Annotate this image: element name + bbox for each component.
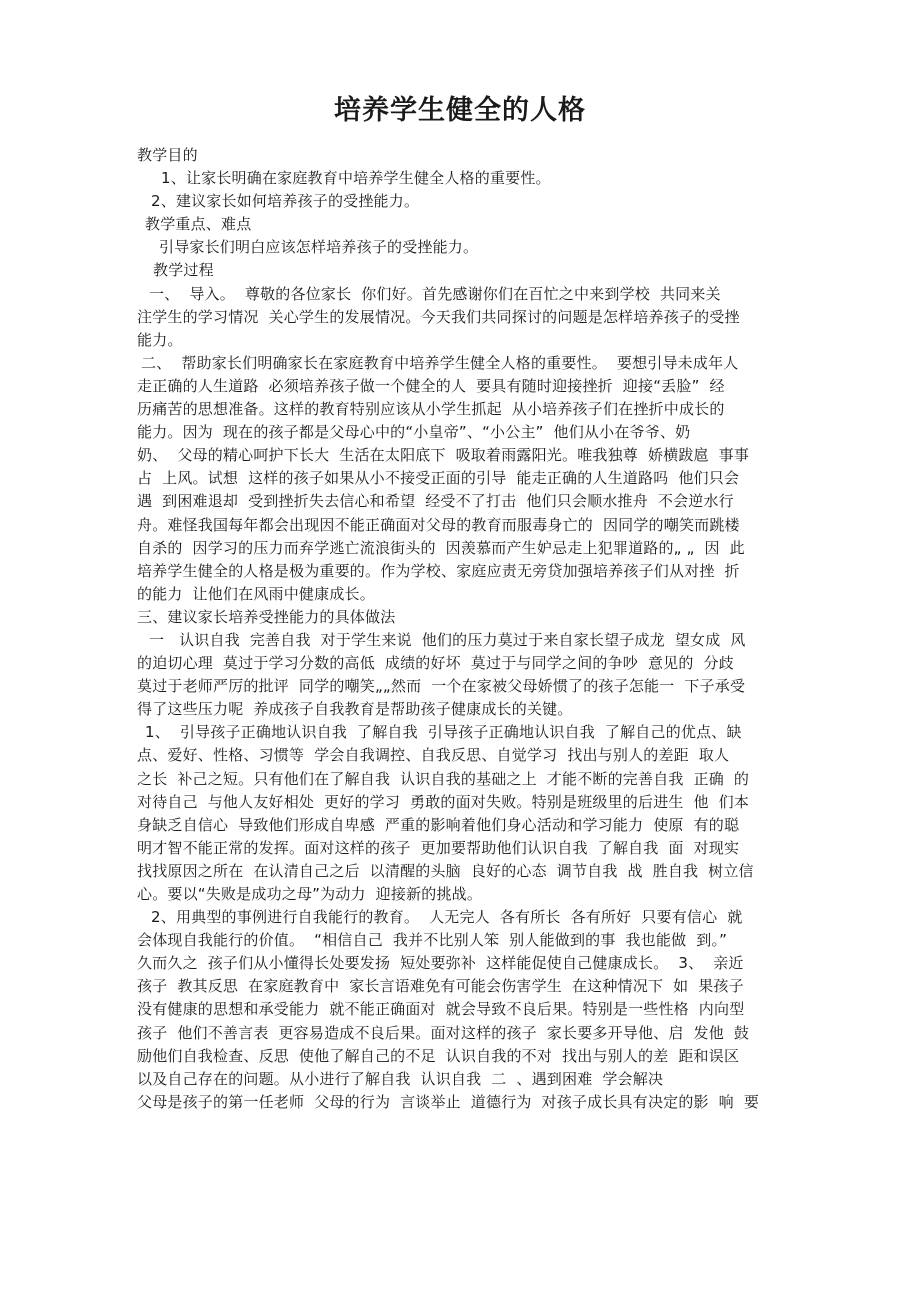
text-line: 莫过于老师严厉的批评 同学的嘲笑„„然而 一个在家被父母娇惯了的孩子怎能一 下子承受 xyxy=(137,677,746,696)
text-line: 会体现自我能行的价值。 “相信自己 我并不比别人笨 别人能做到的事 我也能做 到。” xyxy=(137,931,728,950)
text-line: 的迫切心理 莫过于学习分数的高低 成绩的好坏 莫过于与同学之间的争吵 意见的 分歧 xyxy=(137,654,734,673)
text-line: 对待自己 与他人友好相处 更好的学习 勇敢的面对失败。特别是班级里的后进生 他 们本 xyxy=(137,792,750,811)
text-line: 能力。 xyxy=(137,330,183,349)
text-line: 教学重点、难点 xyxy=(145,215,252,234)
document-title: 培养学生健全的人格 xyxy=(334,95,586,126)
text-line: 1、 引导孩子正确地认识自我 了解自我 引导孩子正确地认识自我 了解自己的优点、缺 xyxy=(145,723,742,742)
text-line: 得了这些压力呢 养成孩子自我教育是帮助孩子健康成长的关键。 xyxy=(137,700,573,719)
text-line: 走正确的人生道路 必须培养孩子做一个健全的人 要具有随时迎接挫折 迎接“丢脸” 经 xyxy=(137,376,725,395)
text-line: 之长 补己之短。只有他们在了解自我 认识自我的基础之上 才能不断的完善自我 正确 的 xyxy=(137,769,750,788)
text-line: 久而久之 孩子们从小懂得长处要发扬 短处要弥补 这样能促使自己健康成长。 3、 亲近 xyxy=(137,954,744,973)
text-line: 舟。难怪我国每年都会出现因不能正确面对父母的教育而服毒身亡的 因同学的嘲笑而跳楼 xyxy=(137,515,740,534)
text-line: 明才智不能正常的发挥。面对这样的孩子 更加要帮助他们认识自我 了解自我 面 对现实 xyxy=(137,838,740,857)
text-line: 一、 导入。 尊敬的各位家长 你们好。首先感谢你们在百忙之中来到学校 共同来关 xyxy=(149,284,721,303)
text-line: 注学生的学习情况 关心学生的发展情况。今天我们共同探讨的问题是怎样培养孩子的受挫 xyxy=(137,307,740,326)
text-line: 教学目的 xyxy=(137,146,198,164)
text-line: 三、建议家长培养受挫能力的具体做法 xyxy=(137,607,396,626)
text-line: 占 上风。试想 这样的孩子如果从小不接受正面的引导 能走正确的人生道路吗 他们只会 xyxy=(137,469,740,488)
text-line: 教学过程 xyxy=(153,261,214,280)
text-line: 二、 帮助家长们明确家长在家庭教育中培养学生健全人格的重要性。 要想引导未成年人 xyxy=(141,353,739,372)
text-line: 奶、 父母的精心呵护下长大 生活在太阳底下 吸取着雨露阳光。唯我独尊 娇横跋扈 事事 xyxy=(137,446,750,465)
text-line: 孩子 教其反思 在家庭教育中 家长言语难免有可能会伤害学生 在这种情况下 如 果孩子 xyxy=(137,977,744,996)
text-line: 以及自己存在的问题。从小进行了解自我 认识自我 二 、遇到困难 学会解决 xyxy=(137,1069,664,1088)
text-line: 的能力 让他们在风雨中健康成长。 xyxy=(137,584,375,603)
text-line: 身缺乏自信心 导致他们形成自卑感 严重的影响着他们身心活动和学习能力 使原 有的聪 xyxy=(137,815,740,834)
text-line: 2、用典型的事例进行自我能行的教育。 人无完人 各有所长 各有所好 只要有信心 就 xyxy=(151,908,743,927)
text-line: 1、让家长明确在家庭教育中培养学生健全人格的重要性。 xyxy=(161,169,551,188)
text-line: 励他们自我检查、反思 使他了解自己的不足 认识自我的不对 找出与别人的差 距和误区 xyxy=(137,1046,740,1065)
text-line: 能力。因为 现在的孩子都是父母心中的“小皇帝”、“小公主” 他们从小在爷爷、奶 xyxy=(137,423,691,442)
text-line: 一 认识自我 完善自我 对于学生来说 他们的压力莫过于来自家长望子成龙 望女成 风 xyxy=(149,630,746,649)
text-line: 培养学生健全的人格是极为重要的。作为学校、家庭应责无旁贷加强培养孩子们从对挫 折 xyxy=(137,561,740,580)
text-line: 父母是孩子的第一任老师 父母的行为 言谈举止 道德行为 对孩子成长具有决定的影 响 要 xyxy=(137,1092,760,1111)
text-line: 自杀的 因学习的压力而弃学逃亡流浪街头的 因羡慕而产生妒忌走上犯罪道路的„ „ 因 此 xyxy=(137,538,745,557)
text-line: 找找原因之所在 在认清自己之后 以清醒的头脑 良好的心态 调节自我 战 胜自我 树立信 xyxy=(137,861,754,880)
document-body xyxy=(137,144,797,1114)
text-line: 遇 到困难退却 受到挫折失去信心和希望 经受不了打击 他们只会顺水推舟 不会逆水行 xyxy=(137,492,734,511)
text-line: 心。要以“失败是成功之母”为动力 迎接新的挑战。 xyxy=(137,885,483,903)
text-line: 2、建议家长如何培养孩子的受挫能力。 xyxy=(151,192,420,211)
text-line: 没有健康的思想和承受能力 就不能正确面对 就会导致不良后果。特别是一些性格 内向型 xyxy=(137,1000,745,1019)
text-line: 点、爱好、性格、习惯等 学会自我调控、自我反思、自觉学习 找出与别人的差距 取人 xyxy=(137,746,730,765)
text-line: 孩子 他们不善言表 更容易造成不良后果。面对这样的孩子 家长要多开导他、启 发他 鼓 xyxy=(137,1023,750,1042)
text-line: 引导家长们明白应该怎样培养孩子的受挫能力。 xyxy=(159,238,479,257)
text-line: 历痛苦的思想准备。这样的教育特别应该从小学生抓起 从小培养孩子们在挫折中成长的 xyxy=(137,400,725,419)
